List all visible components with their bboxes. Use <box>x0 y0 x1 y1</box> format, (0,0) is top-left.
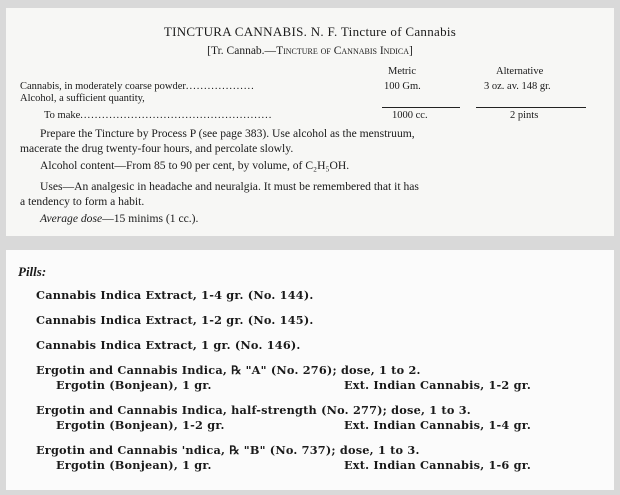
alcohol-content-text: Alcohol content—From 85 to 90 per cent, by volume, of C₂H₅OH. <box>40 159 350 172</box>
pill-component-left: Ergotin (Bonjean), 1 gr. <box>56 378 212 392</box>
total-metric-value: 1000 cc. <box>392 110 428 121</box>
pill-entry: Ergotin and Cannabis 'ndica, ℞ "B" (No. 737); dose, 1 to 3. <box>36 443 420 457</box>
total-alt-value: 2 pints <box>510 110 539 121</box>
subtitle-suffix: ] <box>409 45 413 57</box>
preparation-text-line1: Prepare the Tincture by Process P (see page 383). Use alcohol as the menstruum, <box>40 127 415 140</box>
average-dose-text <box>40 211 198 226</box>
ingredient-alt-value: 3 oz. av. 148 gr. <box>484 81 551 92</box>
ingredient-row-alcohol: Alcohol, a sufficient quantity, <box>20 93 145 104</box>
alt-total-rule <box>476 107 586 108</box>
pill-entry: Ergotin and Cannabis Indica, ℞ "A" (No. 276); dose, 1 to 2. <box>36 363 421 377</box>
pill-component-left: Ergotin (Bonjean), 1 gr. <box>56 458 212 472</box>
metric-column-header: Metric <box>388 66 416 77</box>
pill-entry: Ergotin and Cannabis Indica, half-strength (No. 277); dose, 1 to 3. <box>36 403 471 417</box>
subtitle-smallcaps: Tincture of Cannabis Indica <box>276 45 409 57</box>
pill-component-right: Ext. Indian Cannabis, 1-4 gr. <box>344 418 531 432</box>
preparation-text-line2: macerate the drug twenty-four hours, and percolate slowly. <box>20 142 294 155</box>
total-label: To make <box>44 110 81 121</box>
subtitle-prefix: [Tr. Cannab.— <box>207 45 277 57</box>
uses-text-line2: a tendency to form a habit. <box>20 195 145 208</box>
pill-component-right: Ext. Indian Cannabis, 1-6 gr. <box>344 458 531 472</box>
monograph-title: TINCTURA CANNABIS. N. F. Tincture of Cannabis <box>163 24 457 39</box>
metric-total-rule <box>382 107 460 108</box>
pills-heading: Pills: <box>18 264 47 279</box>
pill-component-right: Ext. Indian Cannabis, 1-2 gr. <box>344 378 531 392</box>
average-dose-label: Average dose <box>40 212 103 225</box>
average-dose-value: —15 minims (1 cc.). <box>102 212 199 225</box>
pill-entry: Cannabis Indica Extract, 1-4 gr. (No. 144). <box>36 288 314 302</box>
ingredient-metric-value: 100 Gm. <box>384 81 421 92</box>
leader-dots: ................... <box>185 81 255 92</box>
pill-entry: Cannabis Indica Extract, 1-2 gr. (No. 145). <box>36 313 314 327</box>
ingredient-row-cannabis <box>20 81 255 92</box>
monograph-subtitle <box>6 45 614 57</box>
tincture-clipping <box>6 8 614 236</box>
ingredient-label: Cannabis, in moderately coarse powder <box>20 81 186 92</box>
alternative-column-header: Alternative <box>496 66 544 77</box>
pill-component-left: Ergotin (Bonjean), 1-2 gr. <box>56 418 225 432</box>
leader-dots: ..................................................... <box>80 110 273 121</box>
uses-text-line1: Uses—An analgesic in headache and neuralgia. It must be remembered that it has <box>40 180 419 193</box>
pill-entry: Cannabis Indica Extract, 1 gr. (No. 146). <box>36 338 301 352</box>
pills-clipping <box>6 250 614 490</box>
total-row <box>44 110 272 121</box>
